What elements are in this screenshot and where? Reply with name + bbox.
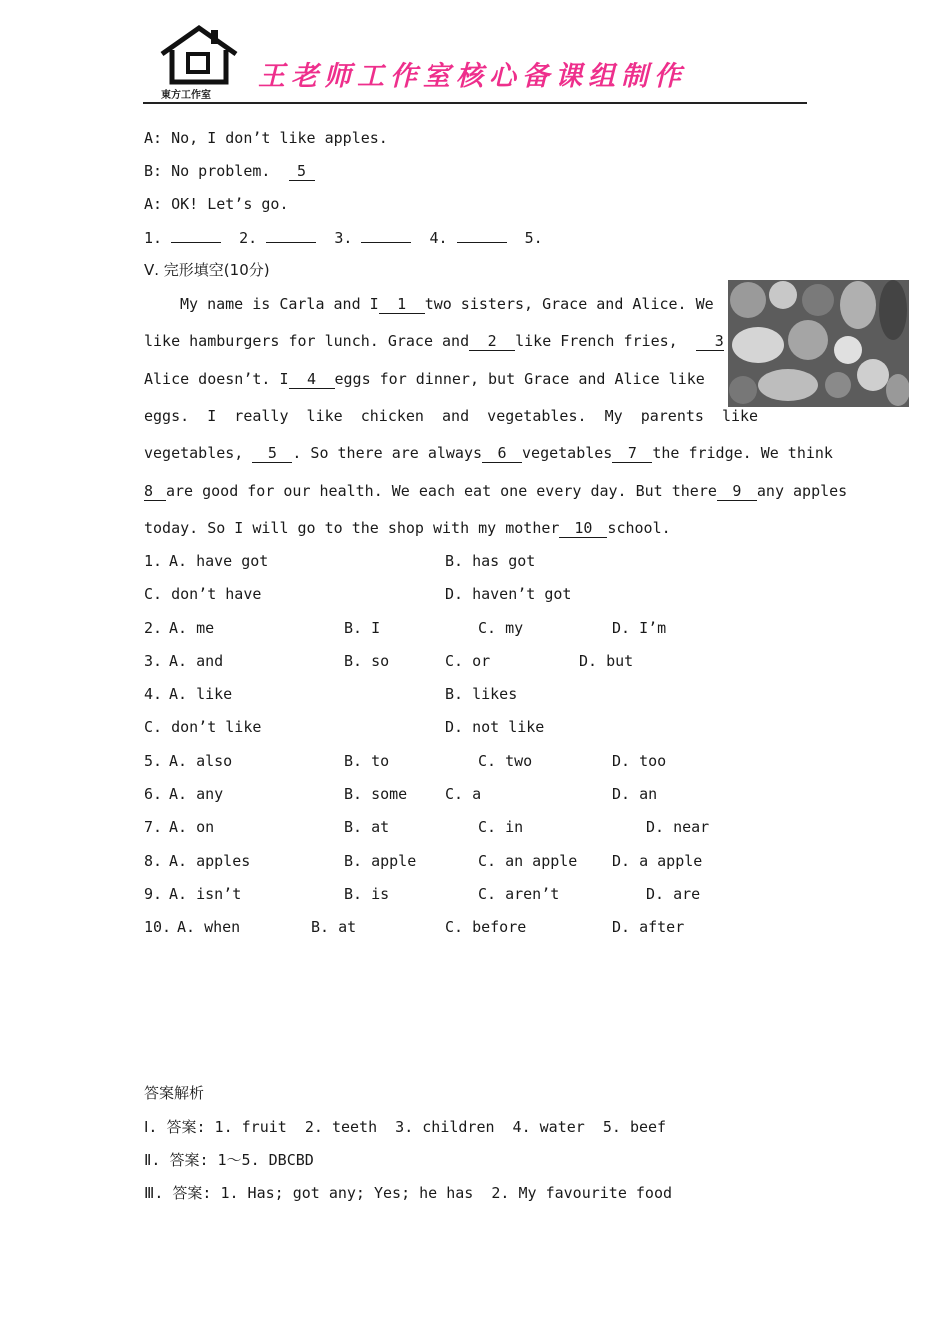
option-c: C. aren’t [478,885,560,903]
option-number: 5. [144,752,163,770]
option-a: A. any [169,785,224,803]
option-number: 6. [144,785,163,803]
passage-line: 8 are good for our health. We each eat one every day. But there 9 any apples [144,482,848,500]
option-a: A. apples [169,852,251,870]
option-c: C. don’t like [144,718,262,736]
option-a: A. isn’t [169,885,242,903]
option-number: 10. [144,918,172,936]
option-number: 8. [144,852,163,870]
option-d: D. a apple [612,852,703,870]
blank-9: 9 [717,482,757,501]
dialogue-line: A: OK! Let’s go. [144,195,289,213]
answer-line: Ⅱ. 答案: 1～5. DBCBD [144,1151,314,1169]
blank-5: 5 [289,162,315,181]
option-b: B. at [311,918,357,936]
option-c: C. two [478,752,533,770]
option-c: C. before [445,918,527,936]
option-d: D. not like [445,718,545,736]
option-c: C. a [445,785,482,803]
option-d: D. are [646,885,701,903]
header-divider [143,102,807,104]
option-number: 9. [144,885,163,903]
passage-line: eggs. I really like chicken and vegetables. My parents like [144,407,759,425]
option-b: B. is [344,885,390,903]
header-title: 王老师工作室核心备课组制作 [258,61,687,92]
blank-7: 7 [612,444,652,463]
passage-line: My name is Carla and I 1 two sisters, Grace and Alice. We [180,295,714,313]
option-d: D. I’m [612,619,667,637]
blank-1: 1 [379,295,425,314]
vegetables-photo [728,280,909,407]
option-b: B. apple [344,852,417,870]
passage-line: like hamburgers for lunch. Grace and 2 like French fries, 3 [144,332,724,350]
option-d: D. too [612,752,667,770]
option-c: C. don’t have [144,585,262,603]
option-c: C. my [478,619,524,637]
blank-8: 8 [144,482,166,501]
passage-line: today. So I will go to the shop with my mother 10 school. [144,519,671,537]
blank-5: 5 [252,444,292,463]
option-b: B. has got [445,552,536,570]
blank-2: 2 [469,332,515,351]
option-c: C. an apple [478,852,578,870]
option-a: A. on [169,818,215,836]
blank-3: 3 [696,332,724,351]
option-number: 3. [144,652,163,670]
option-a: A. have got [169,552,269,570]
option-b: B. likes [445,685,518,703]
option-number: 1. [144,552,163,570]
answer-line: Ⅲ. 答案: 1. Has; got any; Yes; he has 2. My favourite food [144,1184,673,1202]
option-b: B. so [344,652,390,670]
option-b: B. some [344,785,408,803]
option-a: A. also [169,752,233,770]
answer-line: Ⅰ. 答案: 1. fruit 2. teeth 3. children 4. water 5. beef [144,1118,667,1136]
option-b: B. at [344,818,390,836]
passage-line: vegetables, 5 . So there are always 6 vegetables 7 the fridge. We think [144,444,833,462]
logo-caption: 東方工作室 [161,90,211,101]
option-number: 7. [144,818,163,836]
option-d: D. after [612,918,685,936]
option-b: B. I [344,619,381,637]
option-b: B. to [344,752,390,770]
blank-4: 4 [289,370,335,389]
option-c: C. or [445,652,491,670]
option-number: 2. [144,619,163,637]
passage-line: Alice doesn’t. I 4 eggs for dinner, but Grace and Alice like [144,370,705,388]
option-d: D. haven’t got [445,585,572,603]
dialogue-line: B: No problem. 5 [144,161,315,181]
option-d: D. but [579,652,634,670]
answers-heading: 答案解析 [144,1084,205,1102]
option-d: D. an [612,785,658,803]
option-c: C. in [478,818,524,836]
answer-blanks-row: 1. 2. 3. 4. 5. [144,229,543,247]
option-d: D. near [646,818,710,836]
option-a: A. like [169,685,233,703]
section-heading: Ⅴ. 完形填空(10分) [144,261,270,279]
blank-6: 6 [482,444,522,463]
blank-10: 10 [559,519,607,538]
dialogue-line: A: No, I don’t like apples. [144,129,388,147]
option-a: A. and [169,652,224,670]
option-a: A. when [177,918,241,936]
option-a: A. me [169,619,215,637]
option-number: 4. [144,685,163,703]
